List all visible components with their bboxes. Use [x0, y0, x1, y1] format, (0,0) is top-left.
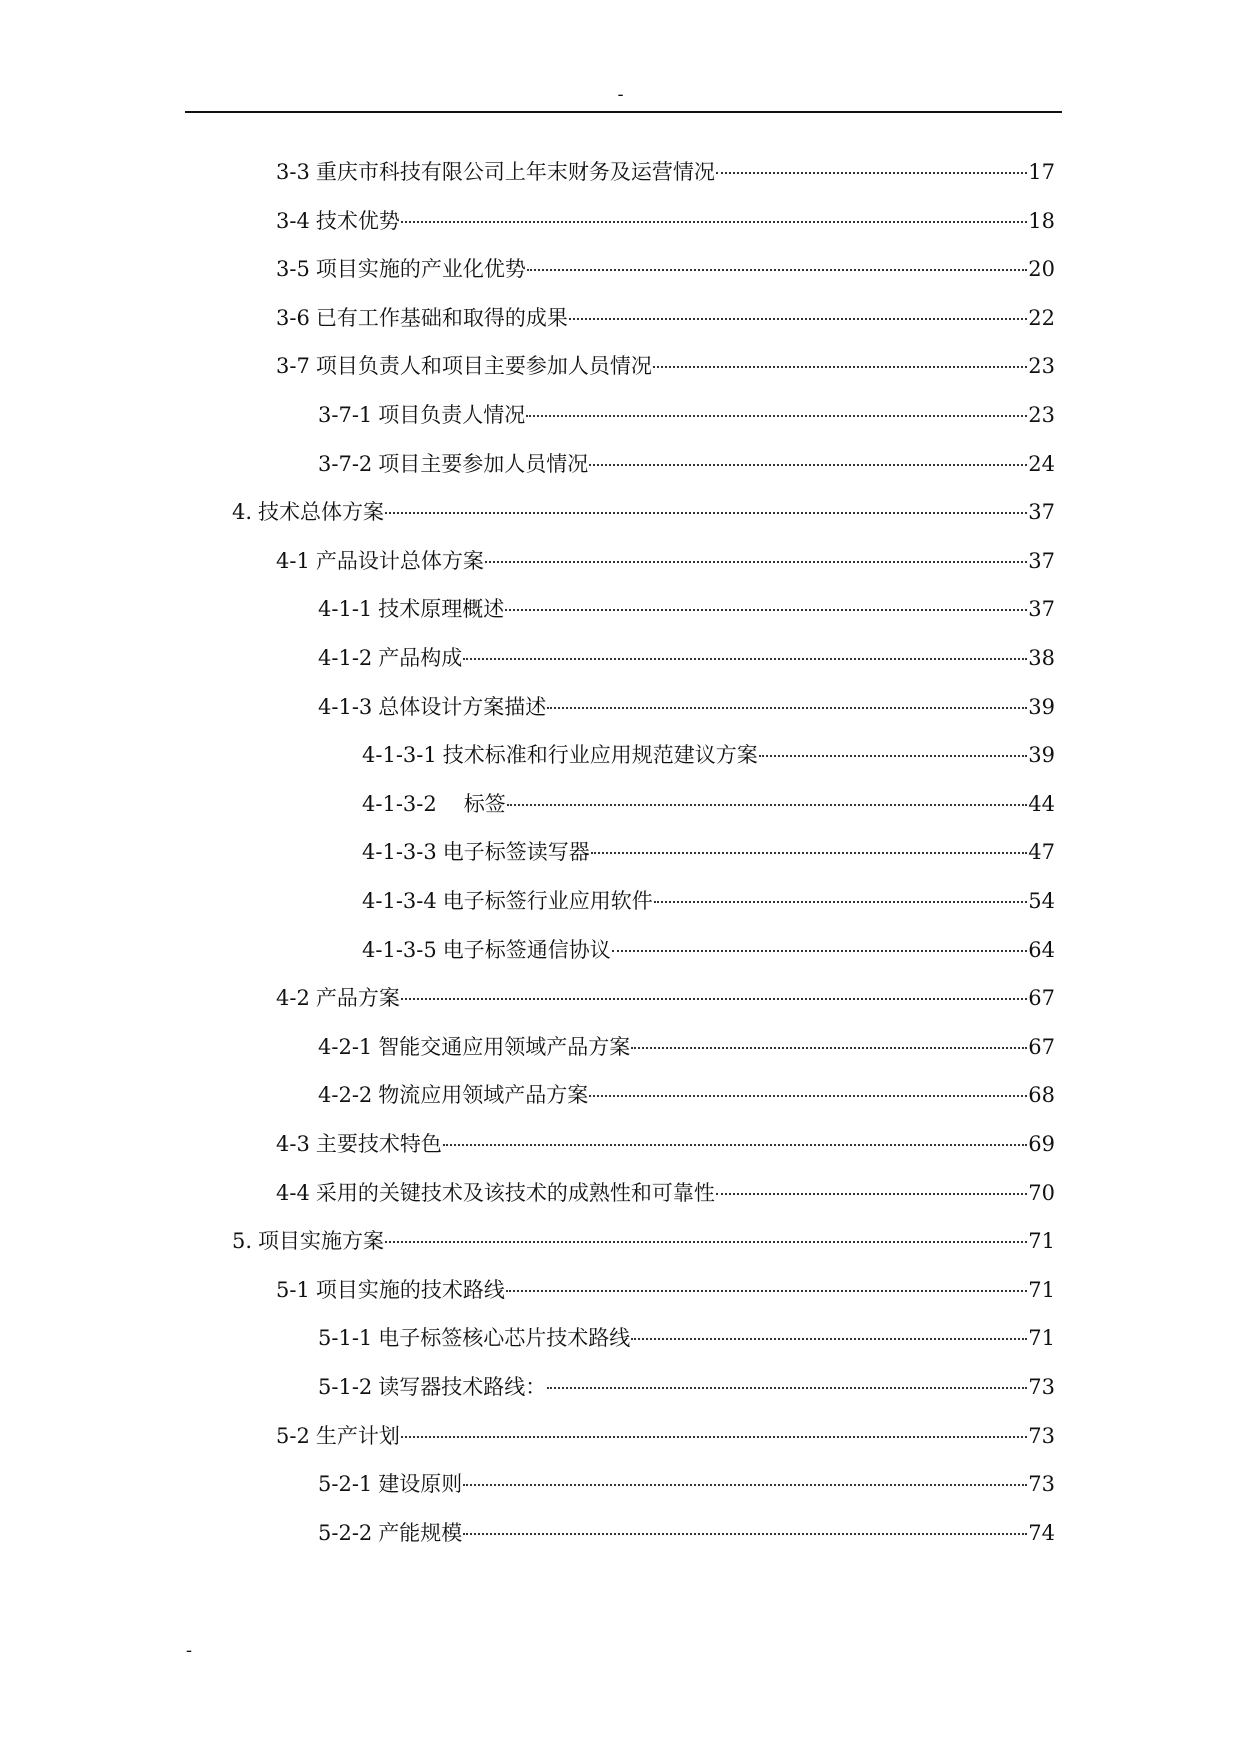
toc-entry-number: 4-1-3 — [318, 695, 373, 719]
toc-entry[interactable] — [276, 1274, 1055, 1306]
toc-entry-title: 技术标准和行业应用规范建议方案 — [442, 743, 758, 767]
toc-entry-number: 3-6 — [276, 306, 310, 330]
toc-entry-page-number: 71 — [1028, 1278, 1055, 1302]
toc-entry[interactable] — [276, 1177, 1055, 1209]
toc-entry-number: 3-4 — [276, 209, 310, 233]
toc-entry-page-number: 64 — [1028, 938, 1055, 962]
toc-entry[interactable] — [362, 885, 1055, 917]
toc-dot-leader — [463, 658, 1027, 660]
toc-entry-number: 5-1 — [276, 1278, 310, 1302]
toc-entry[interactable] — [276, 350, 1055, 382]
toc-entry-page-number: 74 — [1028, 1521, 1055, 1545]
toc-entry-title: 总体设计方案描述 — [378, 695, 547, 719]
toc-entry-number: 5-2-2 — [318, 1521, 373, 1545]
toc-entry-title: 重庆市科技有限公司上年末财务及运营情况 — [315, 160, 715, 184]
toc-entry-number: 3-7 — [276, 354, 310, 378]
toc-dot-leader — [589, 1095, 1027, 1097]
toc-entry-page-number: 39 — [1028, 695, 1055, 719]
toc-entry-title: 产能规模 — [378, 1521, 463, 1545]
toc-dot-leader — [507, 804, 1028, 806]
toc-entry-title: 物流应用领域产品方案 — [378, 1083, 589, 1107]
toc-entry[interactable] — [318, 1079, 1055, 1111]
toc-entry-page-number: 68 — [1028, 1083, 1055, 1107]
toc-dot-leader — [505, 609, 1027, 611]
toc-dot-leader — [569, 318, 1027, 320]
toc-entry-page-number: 73 — [1028, 1375, 1055, 1399]
toc-entry-page-number: 37 — [1028, 500, 1055, 524]
toc-entry-page-number: 73 — [1028, 1472, 1055, 1496]
toc-entry-title: 读写器技术路线： — [378, 1375, 547, 1399]
toc-dot-leader — [527, 269, 1027, 271]
toc-entry-title: 技术优势 — [315, 209, 400, 233]
toc-entry-page-number: 22 — [1028, 306, 1055, 330]
toc-entry-title: 项目主要参加人员情况 — [378, 452, 589, 476]
toc-entry-title: 项目实施的产业化优势 — [315, 257, 526, 281]
toc-entry[interactable] — [318, 1322, 1055, 1354]
toc-entry-title: 电子标签行业应用软件 — [442, 889, 653, 913]
toc-dot-leader — [463, 1484, 1027, 1486]
toc-entry[interactable] — [362, 836, 1055, 868]
toc-entry-number: 4-1-1 — [318, 597, 373, 621]
toc-entry[interactable] — [318, 1517, 1055, 1549]
toc-dot-leader — [653, 366, 1027, 368]
toc-entry-title: 智能交通应用领域产品方案 — [378, 1035, 631, 1059]
toc-entry-page-number: 17 — [1028, 160, 1055, 184]
toc-entry-number: 4-4 — [276, 1181, 310, 1205]
toc-entry-title: 技术原理概述 — [378, 597, 505, 621]
toc-entry-page-number: 18 — [1028, 209, 1055, 233]
toc-dot-leader — [401, 998, 1027, 1000]
toc-entry[interactable] — [276, 545, 1055, 577]
toc-entry-page-number: 23 — [1028, 403, 1055, 427]
toc-entry-page-number: 73 — [1028, 1424, 1055, 1448]
toc-entry-number: 4-1-3-1 — [362, 743, 437, 767]
toc-entry-number: 5-2 — [276, 1424, 310, 1448]
toc-entry-number: 4. — [232, 500, 253, 524]
page-footer-mark: - — [186, 1640, 193, 1661]
toc-entry-title: 生产计划 — [315, 1424, 400, 1448]
toc-entry-page-number: 23 — [1028, 354, 1055, 378]
toc-dot-leader — [485, 561, 1027, 563]
toc-entry[interactable] — [276, 253, 1055, 285]
toc-entry-title: 电子标签通信协议 — [442, 938, 611, 962]
toc-entry-number: 4-1-3-3 — [362, 840, 437, 864]
toc-dot-leader — [589, 464, 1027, 466]
toc-entry[interactable] — [232, 496, 1055, 528]
toc-entry-page-number: 69 — [1028, 1132, 1055, 1156]
toc-entry-number: 4-1-2 — [318, 646, 373, 670]
toc-entry[interactable] — [318, 448, 1055, 480]
toc-entry-page-number: 67 — [1028, 1035, 1055, 1059]
toc-entry-title: 技术总体方案 — [258, 500, 385, 524]
toc-entry-title: 已有工作基础和取得的成果 — [315, 306, 568, 330]
toc-entry-number: 5-1-2 — [318, 1375, 373, 1399]
toc-entry[interactable] — [318, 1468, 1055, 1500]
toc-dot-leader — [506, 1290, 1027, 1292]
toc-entry-title: 产品构成 — [378, 646, 463, 670]
toc-entry-title: 采用的关键技术及该技术的成熟性和可靠性 — [315, 1181, 715, 1205]
toc-entry-number: 4-2-1 — [318, 1035, 373, 1059]
toc-dot-leader — [612, 950, 1028, 952]
toc-entry-title: 项目负责人和项目主要参加人员情况 — [315, 354, 652, 378]
toc-entry[interactable] — [318, 642, 1055, 674]
toc-entry[interactable] — [318, 1031, 1055, 1063]
toc-entry-number: 5-2-1 — [318, 1472, 373, 1496]
toc-dot-leader — [631, 1338, 1027, 1340]
toc-entry[interactable] — [318, 691, 1055, 723]
toc-entry[interactable] — [318, 593, 1055, 625]
toc-entry-title: 电子标签核心芯片技术路线 — [378, 1326, 631, 1350]
toc-entry[interactable] — [276, 1420, 1055, 1452]
toc-entry-title: 电子标签读写器 — [442, 840, 590, 864]
toc-entry-page-number: 71 — [1028, 1229, 1055, 1253]
toc-entry-number: 4-1-3-4 — [362, 889, 437, 913]
toc-entry-number: 4-2 — [276, 986, 310, 1010]
toc-entry-number: 4-2-2 — [318, 1083, 373, 1107]
toc-entry-title: 产品设计总体方案 — [315, 549, 484, 573]
toc-entry-page-number: 37 — [1028, 549, 1055, 573]
toc-dot-leader — [401, 221, 1027, 223]
page-header-mark: - — [617, 84, 624, 105]
toc-entry-page-number: 71 — [1028, 1326, 1055, 1350]
toc-entry-number: 3-7-2 — [318, 452, 373, 476]
toc-dot-leader — [385, 512, 1027, 514]
toc-entry-page-number: 70 — [1028, 1181, 1055, 1205]
toc-entry[interactable] — [362, 788, 1055, 820]
toc-dot-leader — [716, 172, 1027, 174]
toc-entry-page-number: 44 — [1028, 792, 1055, 816]
toc-entry-number: 4-1-3-2 — [362, 792, 437, 816]
toc-entry-page-number: 37 — [1028, 597, 1055, 621]
toc-entry[interactable] — [318, 399, 1055, 431]
toc-entry-page-number: 20 — [1028, 257, 1055, 281]
toc-entry-page-number: 47 — [1028, 840, 1055, 864]
toc-entry-page-number: 67 — [1028, 986, 1055, 1010]
toc-entry[interactable] — [276, 302, 1055, 334]
toc-dot-leader — [631, 1047, 1027, 1049]
toc-entry-title: 项目实施的技术路线 — [315, 1278, 505, 1302]
toc-dot-leader — [547, 1387, 1027, 1389]
toc-dot-leader — [759, 755, 1028, 757]
toc-entry[interactable] — [232, 1225, 1055, 1257]
toc-entry[interactable] — [276, 156, 1055, 188]
toc-dot-leader — [591, 852, 1028, 854]
toc-dot-leader — [385, 1241, 1027, 1243]
toc-entry-title: 标签 — [442, 792, 506, 816]
toc-dot-leader — [716, 1193, 1027, 1195]
toc-entry-title: 建设原则 — [378, 1472, 463, 1496]
toc-entry[interactable] — [362, 934, 1055, 966]
toc-dot-leader — [526, 415, 1027, 417]
toc-entry-title: 项目实施方案 — [258, 1229, 385, 1253]
toc-entry-number: 4-3 — [276, 1132, 310, 1156]
toc-dot-leader — [463, 1533, 1027, 1535]
toc-entry[interactable] — [276, 205, 1055, 237]
toc-entry-page-number: 24 — [1028, 452, 1055, 476]
toc-entry-title: 产品方案 — [315, 986, 400, 1010]
toc-entry-page-number: 54 — [1028, 889, 1055, 913]
toc-dot-leader — [401, 1436, 1027, 1438]
toc-entry[interactable] — [276, 1128, 1055, 1160]
toc-entry[interactable] — [318, 1371, 1055, 1403]
toc-entry-number: 3-5 — [276, 257, 310, 281]
header-rule — [185, 111, 1062, 113]
toc-entry-page-number: 38 — [1028, 646, 1055, 670]
toc-entry-number: 5. — [232, 1229, 253, 1253]
toc-dot-leader — [654, 901, 1028, 903]
toc-entry-number: 5-1-1 — [318, 1326, 373, 1350]
toc-dot-leader — [443, 1144, 1027, 1146]
toc-dot-leader — [547, 707, 1027, 709]
toc-entry-number: 4-1 — [276, 549, 310, 573]
toc-entry[interactable] — [362, 739, 1055, 771]
toc-entry-title: 项目负责人情况 — [378, 403, 526, 427]
toc-entry[interactable] — [276, 982, 1055, 1014]
toc-entry-title: 主要技术特色 — [315, 1132, 442, 1156]
toc-entry-number: 3-7-1 — [318, 403, 373, 427]
toc-entry-number: 4-1-3-5 — [362, 938, 437, 962]
toc-entry-number: 3-3 — [276, 160, 310, 184]
toc-entry-page-number: 39 — [1028, 743, 1055, 767]
